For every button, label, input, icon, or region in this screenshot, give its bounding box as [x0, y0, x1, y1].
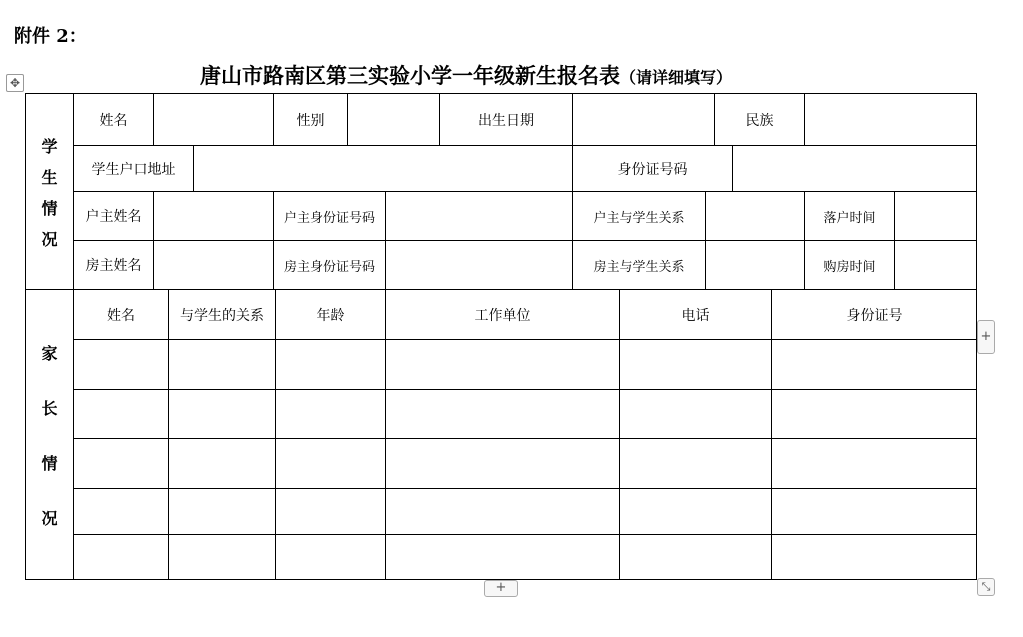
parent-row-cell[interactable] — [275, 339, 385, 389]
parent-row-cell[interactable] — [168, 534, 275, 580]
student-hukou-address-label: 学生户口地址 — [73, 145, 193, 191]
parent-row-cell[interactable] — [73, 339, 168, 389]
student-ethnicity-field[interactable] — [804, 93, 977, 145]
parent-section-char: 情 — [41, 454, 58, 473]
student-section-label — [25, 93, 73, 289]
parent-row-cell[interactable] — [771, 339, 977, 389]
purchase-time-label: 购房时间 — [804, 240, 894, 289]
household-head-relation-label: 户主与学生关系 — [572, 191, 705, 240]
student-ethnicity-label: 民族 — [714, 93, 804, 145]
form-title-note: （请详细填写） — [620, 68, 733, 87]
registration-table — [25, 93, 977, 580]
parent-row-cell[interactable] — [275, 488, 385, 534]
parent-section-label — [25, 289, 73, 580]
household-head-name-label: 户主姓名 — [73, 191, 153, 240]
resize-diagonal-icon[interactable]: ⤡ — [977, 578, 995, 596]
parent-row-cell[interactable] — [385, 534, 619, 580]
student-section-char: 生 — [41, 167, 58, 187]
purchase-time-field[interactable] — [894, 240, 977, 289]
parent-row-cell[interactable] — [168, 488, 275, 534]
parent-row-cell[interactable] — [619, 438, 771, 488]
property-owner-id-label: 房主身份证号码 — [273, 240, 385, 289]
household-head-name-field[interactable] — [153, 191, 273, 240]
student-section-char: 况 — [41, 229, 58, 249]
parent-row-cell[interactable] — [771, 534, 977, 580]
student-section-char: 学 — [41, 136, 58, 156]
parent-row-cell[interactable] — [619, 339, 771, 389]
settle-time-field[interactable] — [894, 191, 977, 240]
parent-header-phone: 电话 — [619, 289, 771, 339]
student-name-field[interactable] — [153, 93, 273, 145]
student-gender-field[interactable] — [347, 93, 439, 145]
parent-row-cell[interactable] — [619, 389, 771, 438]
student-gender-label: 性别 — [273, 93, 347, 145]
settle-time-label: 落户时间 — [804, 191, 894, 240]
parent-row-cell[interactable] — [73, 389, 168, 438]
parent-section-char: 长 — [41, 399, 58, 418]
parent-header-age: 年龄 — [275, 289, 385, 339]
household-head-id-field[interactable] — [385, 191, 572, 240]
parent-row-cell[interactable] — [771, 488, 977, 534]
parent-row-cell[interactable] — [771, 389, 977, 438]
student-hukou-address-field[interactable] — [193, 145, 572, 191]
parent-row-cell[interactable] — [275, 389, 385, 438]
student-section-char: 情 — [41, 198, 58, 218]
parent-header-id: 身份证号 — [771, 289, 977, 339]
form-title — [200, 60, 732, 90]
parent-row-cell[interactable] — [275, 438, 385, 488]
student-name-label: 姓名 — [73, 93, 153, 145]
parent-row-cell[interactable] — [619, 534, 771, 580]
student-id-field[interactable] — [732, 145, 977, 191]
parent-row-cell[interactable] — [73, 438, 168, 488]
student-birth-field[interactable] — [572, 93, 714, 145]
property-owner-relation-label: 房主与学生关系 — [572, 240, 705, 289]
parent-row-cell[interactable] — [771, 438, 977, 488]
parent-row-cell[interactable] — [619, 488, 771, 534]
parent-header-workplace: 工作单位 — [385, 289, 619, 339]
property-owner-name-label: 房主姓名 — [73, 240, 153, 289]
parent-header-relation: 与学生的关系 — [168, 289, 275, 339]
parent-row-cell[interactable] — [73, 488, 168, 534]
parent-row-cell[interactable] — [385, 389, 619, 438]
add-column-plus-icon[interactable]: + — [977, 320, 995, 354]
property-owner-relation-field[interactable] — [705, 240, 804, 289]
form-title-main: 唐山市路南区第三实验小学一年级新生报名表 — [200, 63, 620, 88]
parent-row-cell[interactable] — [385, 488, 619, 534]
parent-row-cell[interactable] — [385, 339, 619, 389]
parent-row-cell[interactable] — [73, 534, 168, 580]
parent-row-cell[interactable] — [168, 438, 275, 488]
household-head-id-label: 户主身份证号码 — [273, 191, 385, 240]
parent-row-cell[interactable] — [168, 389, 275, 438]
parent-row-cell[interactable] — [275, 534, 385, 580]
parent-row-cell[interactable] — [385, 438, 619, 488]
property-owner-name-field[interactable] — [153, 240, 273, 289]
attachment-label: 附件 2： — [14, 26, 87, 47]
student-birth-label: 出生日期 — [439, 93, 572, 145]
parent-header-name: 姓名 — [73, 289, 168, 339]
household-head-relation-field[interactable] — [705, 191, 804, 240]
parent-row-cell[interactable] — [168, 339, 275, 389]
parent-section-char: 家 — [41, 344, 58, 363]
parent-section-char: 况 — [41, 509, 58, 528]
add-row-plus-icon[interactable]: + — [484, 580, 518, 597]
property-owner-id-field[interactable] — [385, 240, 572, 289]
move-cross-icon[interactable]: ✥ — [6, 74, 24, 92]
student-id-label: 身份证号码 — [572, 145, 732, 191]
